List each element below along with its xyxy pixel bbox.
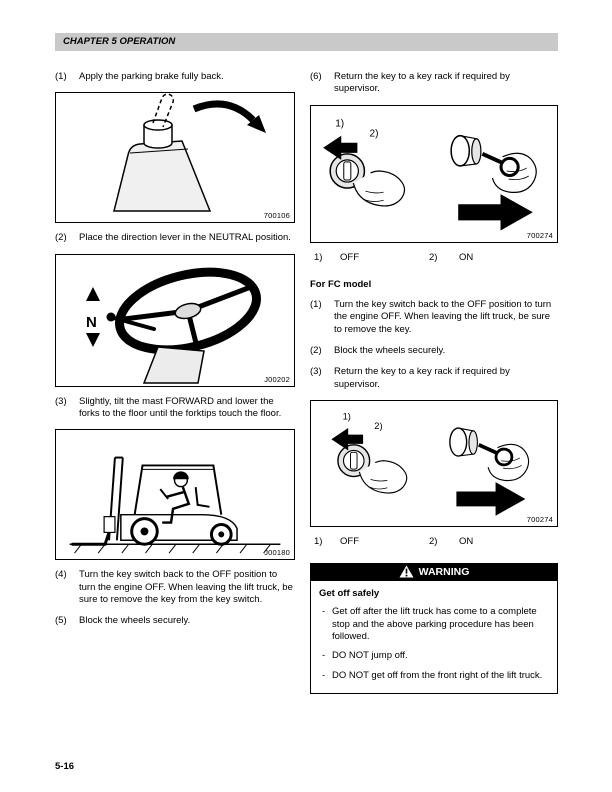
step-text: Apply the parking brake fully back. [79, 71, 224, 82]
step-text: Block the wheels securely. [79, 615, 191, 627]
step-3 [55, 396, 295, 421]
figure-code: J00180 [264, 548, 290, 558]
step-number: (2) [55, 232, 67, 244]
step-text: Return the key to a key rack if required by supervisor. [334, 366, 510, 390]
step-text: Return the key to a key rack if required by supervisor. [334, 71, 510, 95]
figure-code: 700106 [263, 211, 290, 221]
warning-item [319, 670, 549, 682]
fc-step-2 [310, 345, 558, 357]
page-content [55, 33, 558, 694]
caption-num-2: 2) [429, 536, 438, 548]
caption-num-1: 1) [314, 536, 323, 548]
bullet-dash: - [322, 669, 326, 681]
warning-text: Get off after the lift truck has come to a complete stop and the above parking procedure has been followed. [332, 606, 537, 643]
key-caption-2 [314, 536, 558, 548]
caption-num-2: 2) [429, 251, 438, 263]
caption-on: ON [459, 251, 474, 263]
figure-direction-lever [55, 254, 295, 387]
step-text: Block the wheels securely. [334, 345, 446, 357]
warning-heading: Get off safely [319, 588, 380, 600]
figure-code: 700274 [526, 515, 553, 525]
figure-code: J00202 [264, 374, 290, 384]
warning-item [319, 650, 549, 662]
step-4 [55, 569, 295, 606]
key-caption-1 [314, 252, 558, 264]
figure-parking-brake [55, 92, 295, 223]
left-column [55, 71, 295, 694]
fc-model-heading: For FC model [310, 279, 372, 291]
step-number: (2) [310, 345, 322, 357]
direction-lever-illustration [56, 255, 294, 386]
forklift-illustration [56, 430, 294, 559]
step-5 [55, 615, 295, 627]
two-column-layout [55, 71, 558, 694]
key-switch-illustration [311, 106, 557, 242]
figure-key-switch-2 [310, 400, 558, 527]
warning-text: DO NOT jump off. [332, 650, 408, 662]
bullet-dash: - [322, 650, 326, 662]
step-number: (3) [310, 366, 322, 378]
step-6 [310, 71, 558, 96]
bullet-dash: - [322, 606, 326, 618]
caption-off: OFF [340, 251, 359, 263]
right-column [310, 71, 558, 694]
step-number: (5) [55, 615, 67, 627]
step-text: Slightly, tilt the mast FORWARD and lower the forks to the floor until the forktips touch the floor. [79, 395, 282, 420]
warning-item [319, 606, 549, 643]
step-number: (1) [310, 299, 322, 311]
fc-step-3 [310, 366, 558, 391]
caption-num-1: 1) [314, 251, 323, 263]
step-number: (3) [55, 395, 67, 407]
step-1 [55, 71, 295, 83]
chapter-header-bar [55, 33, 558, 51]
warning-text: DO NOT get off from the front right of the lift truck. [332, 669, 543, 681]
caption-off: OFF [340, 536, 359, 548]
caption-on: ON [459, 536, 474, 548]
figure-code: 700274 [526, 230, 553, 240]
step-text: Place the direction lever in the NEUTRAL position. [79, 232, 291, 244]
chapter-title: CHAPTER 5 OPERATION [63, 36, 176, 47]
figure-forklift [55, 429, 295, 560]
step-number: (6) [310, 71, 322, 82]
step-text: Turn the key switch back to the OFF position to turn the engine OFF. When leaving the lift truck, be sure to remove the key from the key switch. [79, 569, 293, 606]
parking-brake-illustration [56, 93, 294, 222]
warning-body [310, 581, 558, 694]
key-switch-illustration [311, 401, 557, 526]
neutral-label: N [86, 313, 97, 331]
figure-key-switch-1 [310, 105, 558, 243]
step-text: Turn the key switch back to the OFF position to turn the engine OFF. When leaving the lift truck, be sure to remove the key. [334, 299, 552, 335]
page-number: 5-16 [55, 761, 75, 772]
warning-title: WARNING [418, 565, 470, 578]
warning-triangle-icon [399, 565, 414, 578]
step-number: (1) [55, 71, 67, 82]
warning-header [310, 563, 558, 581]
step-2 [55, 232, 295, 244]
fc-step-1 [310, 299, 558, 336]
step-number: (4) [55, 569, 67, 581]
warning-box [310, 563, 558, 694]
